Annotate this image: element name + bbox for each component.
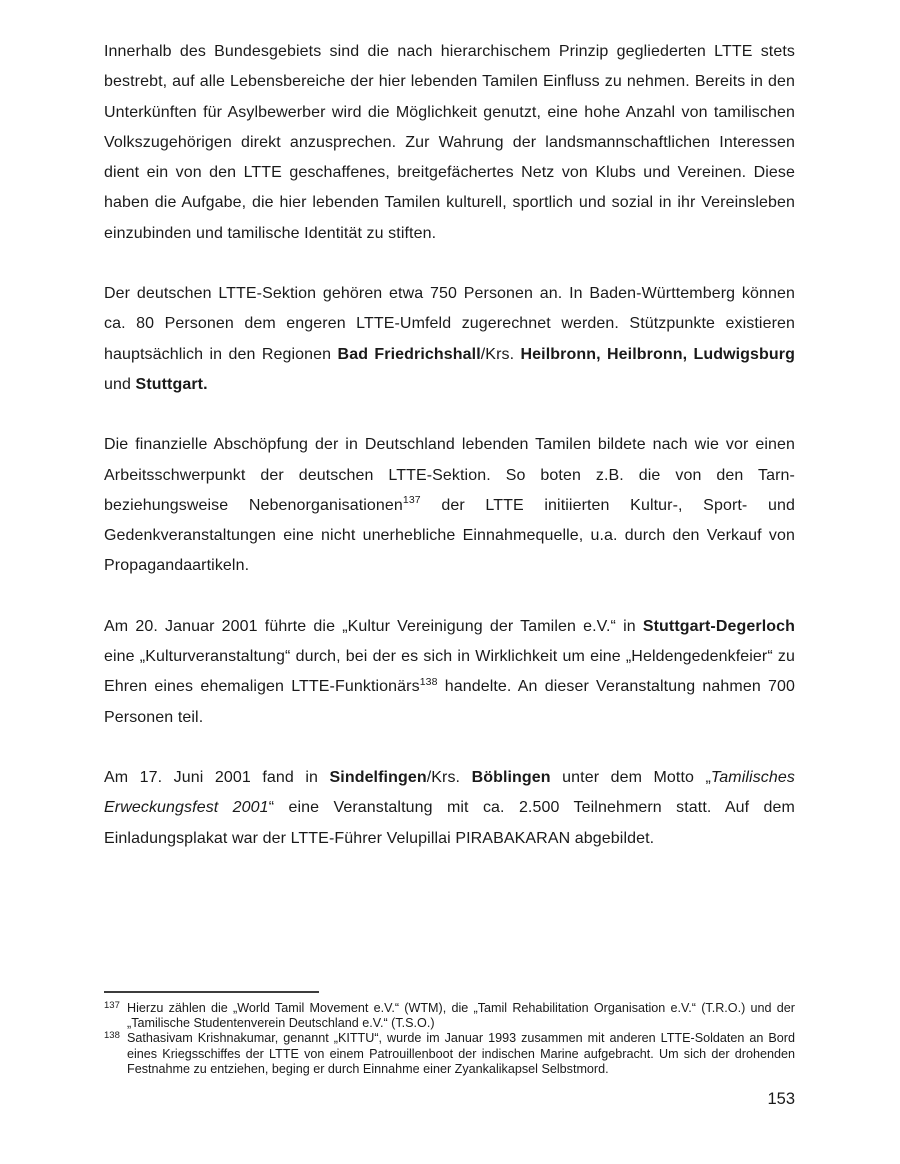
text-run: und <box>104 375 136 393</box>
text-run: der LTTE initiierten Kultur-, Sport- und Gedenkveranstaltungen eine nicht unerhebliche Einnahmequelle, u.a. durch den Verkauf von Propagandaartikeln. <box>104 496 795 575</box>
footnotes-section <box>104 991 795 1077</box>
footnote <box>104 1001 795 1031</box>
page-number: 153 <box>767 1090 795 1108</box>
text-run: /Krs. <box>480 345 521 363</box>
paragraph <box>104 37 795 249</box>
footnote-number: 138 <box>104 1030 120 1042</box>
text-run: Innerhalb des Bundesgebiets sind die nach hierarchischem Prinzip gegliederten LTTE stets bestrebt, auf alle Lebensbereiche der hier lebenden Tamilen Einfluss zu nehmen. Bereits in den Unterkünften für Asylbewerber wird die Möglichkeit genutzt, eine hohe Anzahl von tamilischen Volkszugehörigen direkt anzusprechen. Zur Wahrung der landsmannschaftlichen Interessen dient ein von den LTTE geschaffenes, breitgefächertes Netz von Klubs und Vereinen. Diese haben die Aufgabe, die hier lebenden Tamilen kulturell, sportlich und sozial in ihr Vereinsleben einzubinden und tamilische Identität zu stiften. <box>104 43 795 242</box>
footnote-text: Sathasivam Krishnakumar, genannt „KITTU“, wurde im Januar 1993 zusammen mit anderen LTTE-Soldaten an Bord eines Kriegsschiffes der LTTE von einem Patrouillenboot der indischen Marine aufgebracht. Um sich der drohenden Festnahme zu entziehen, beging er durch Einnahme einer Zyankalikapsel Selbstmord. <box>127 1031 795 1076</box>
text-run: Bad Friedrichshall <box>337 345 481 363</box>
paragraph <box>104 612 795 733</box>
footnote-text: Hierzu zählen die „World Tamil Movement e.V.“ (WTM), die „Tamil Rehabilitation Organisation e.V.“ (T.R.O.) und der „Tamilische Studentenverein Deutschland e.V.“ (T.S.O.) <box>127 1001 795 1031</box>
footnote-number: 137 <box>104 1000 120 1011</box>
text-run: Der deutschen LTTE-Sektion gehören etwa 750 Personen an. In Baden-Württemberg können ca. 80 Personen dem engeren LTTE-Umfeld zugerechnet werden. Stützpunkte existieren hauptsächlich in den Regionen <box>104 285 795 363</box>
footnote-ref: 137 <box>402 494 421 507</box>
text-run: Stuttgart-Degerloch <box>642 617 795 635</box>
page-body <box>104 37 795 884</box>
footnote <box>104 1031 795 1077</box>
paragraph <box>104 763 795 854</box>
text-run: Am 17. Juni 2001 fand in <box>104 768 330 786</box>
footnote-ref: 138 <box>419 675 438 688</box>
text-run: Sindelfingen <box>329 768 427 786</box>
text-run: handelte. An dieser Veranstaltung nahmen 700 Personen teil. <box>104 678 795 726</box>
text-run: Am 20. Januar 2001 führte die „Kultur Vereinigung der Tamilen e.V.“ in <box>104 617 643 635</box>
text-run: Heilbronn, Heilbronn, Ludwigsburg <box>520 345 796 363</box>
text-run: Böblingen <box>471 768 551 786</box>
footnote-separator <box>104 991 319 993</box>
text-run: /Krs. <box>426 768 472 786</box>
text-run: unter dem Motto „ <box>550 768 711 786</box>
text-run: Die finanzielle Abschöpfung der in Deutschland lebenden Tamilen bildete nach wie vor einen Arbeitsschwerpunkt der deutschen LTTE-Sektion. So boten z.B. die von den Tarn- beziehungsweise Nebenorganisationen <box>104 436 795 514</box>
text-run: “ eine Veranstaltung mit ca. 2.500 Teilnehmern statt. Auf dem Einladungsplakat war der LTTE-Führer Velupillai PIRABAKARAN abgebildet. <box>104 799 795 847</box>
text-run: eine „Kulturveranstaltung“ durch, bei der es sich in Wirklichkeit um eine „Heldengedenkfeier“ zu Ehren eines ehemaligen LTTE-Funktionärs <box>104 648 795 696</box>
paragraph <box>104 430 795 581</box>
text-run: Stuttgart. <box>135 375 208 393</box>
text-run: Tamilisches Erweckungsfest 2001 <box>104 768 795 817</box>
paragraph <box>104 279 795 400</box>
